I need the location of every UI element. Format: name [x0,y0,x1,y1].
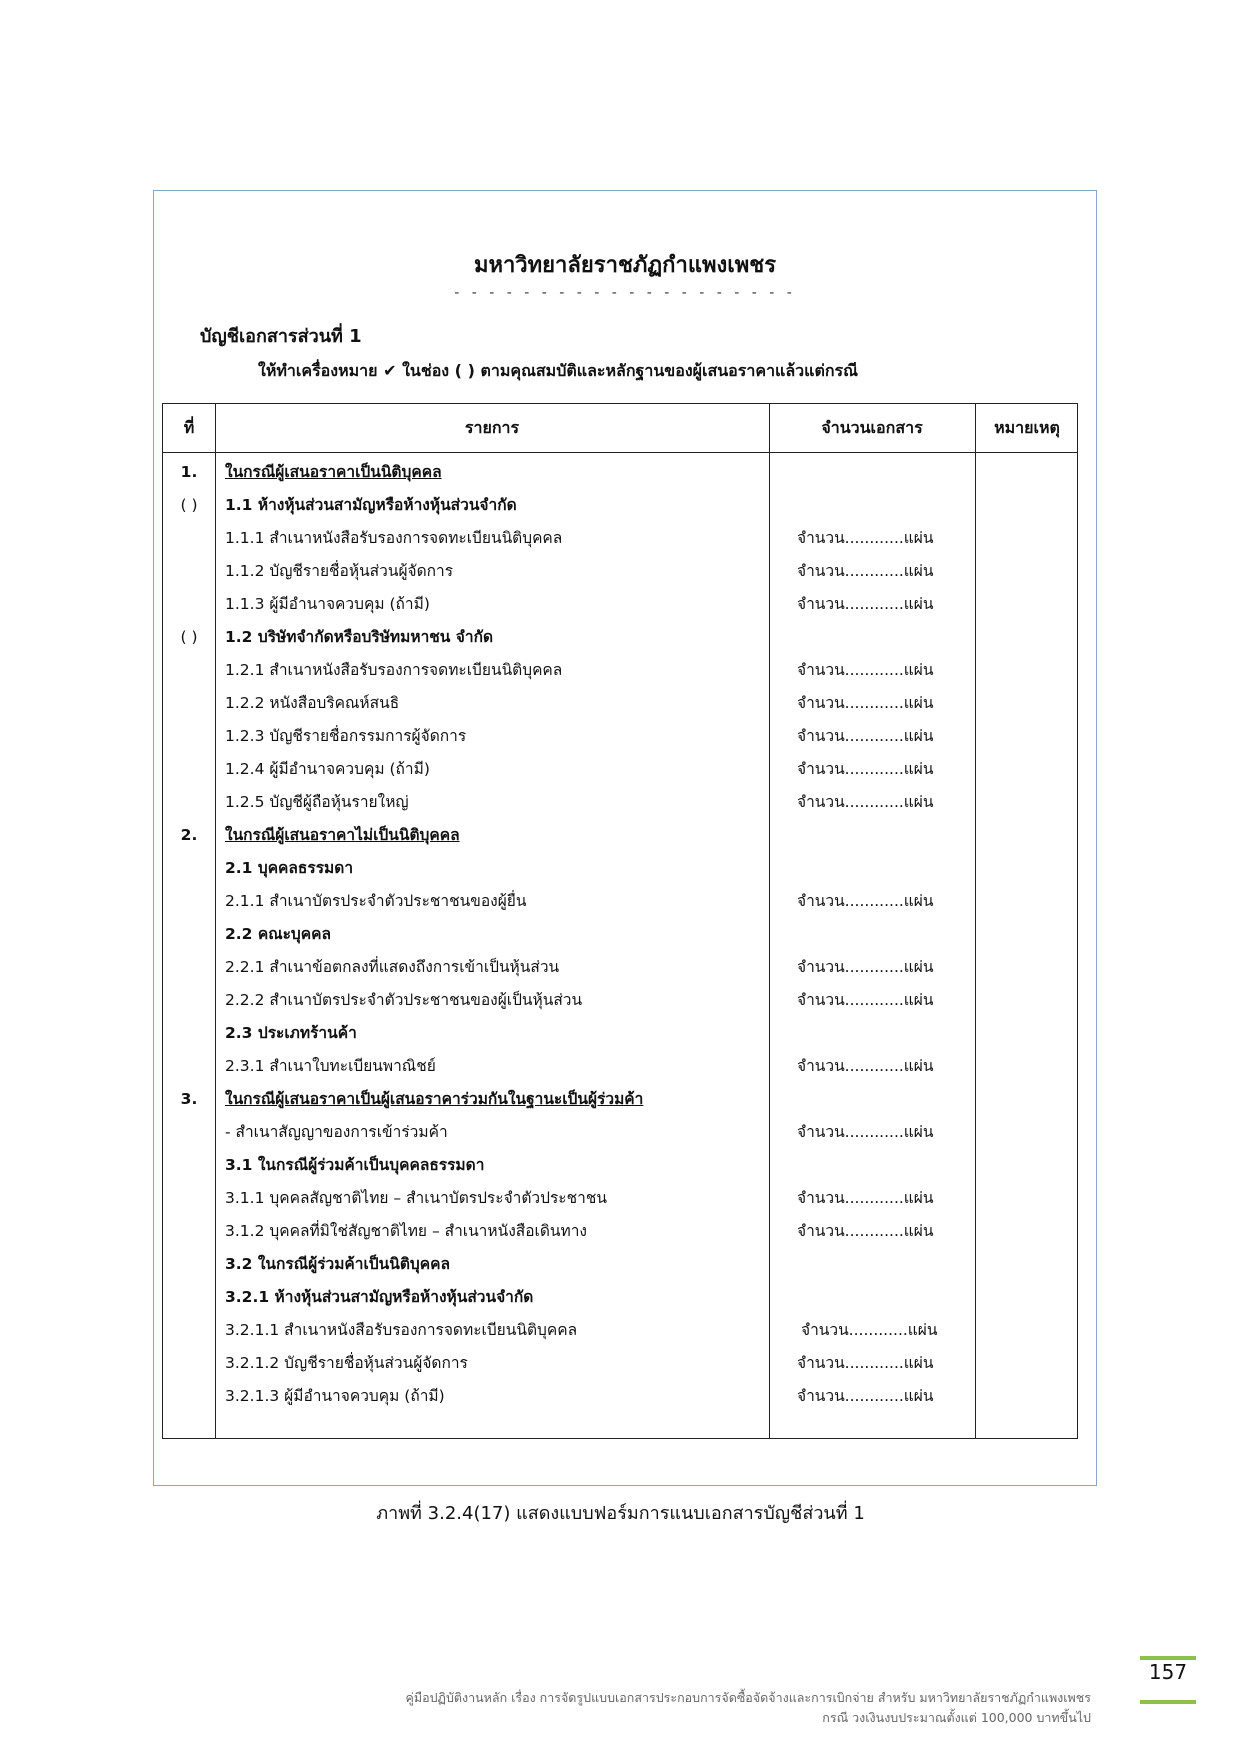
row-item: 3.2.1.2 บัญชีรายชื่อหุ้นส่วนผู้จัดการ [225,1354,468,1372]
row-quantity: จำนวน............แผ่น [797,1189,934,1207]
row-item: ในกรณีผู้เสนอราคาเป็นผู้เสนอราคาร่วมกันในฐานะเป็นผู้ร่วมค้า [225,1090,644,1108]
row-quantity: จำนวน............แผ่น [797,760,934,778]
table-row [163,786,1077,819]
row-item: 1.2 บริษัทจำกัดหรือบริษัทมหาชน จำกัด [225,628,494,646]
row-quantity: จำนวน............แผ่น [797,595,934,613]
table-row [163,687,1077,720]
row-quantity: จำนวน............แผ่น [797,793,934,811]
table-row [163,456,1077,489]
table-row [163,1380,1077,1413]
row-item: 1.2.4 ผู้มีอำนาจควบคุม (ถ้ามี) [225,760,430,778]
row-quantity: จำนวน............แผ่น [797,661,934,679]
table-row [163,654,1077,687]
row-item: 2.1 บุคคลธรรมดา [225,859,354,877]
row-item: 1.2.2 หนังสือบริคณห์สนธิ [225,694,400,712]
page-number-bar-bottom [1140,1700,1196,1704]
row-item: 2.3 ประเภทร้านค้า [225,1024,357,1042]
list-title: บัญชีเอกสารส่วนที่ 1 [200,326,362,347]
row-item: ในกรณีผู้เสนอราคาเป็นนิติบุคคล [225,463,442,481]
row-number: ( ) [180,628,198,646]
table-row [163,1281,1077,1314]
university-title: มหาวิทยาลัยราชภัฏกำแพงเพชร [473,253,777,278]
table-row [163,522,1077,555]
table-row [163,753,1077,786]
table-row [163,1050,1077,1083]
document-frame [153,190,1097,1486]
table-row [163,918,1077,951]
row-item: 2.1.1 สำเนาบัตรประจำตัวประชาชนของผู้ยื่น [225,892,527,910]
row-item: 2.2 คณะบุคคล [225,925,332,943]
page-footer [406,1688,1091,1728]
table-row [163,852,1077,885]
row-item: ในกรณีผู้เสนอราคาไม่เป็นนิติบุคคล [225,826,460,844]
row-quantity: จำนวน............แผ่น [797,1222,934,1240]
row-item: 1.1.1 สำเนาหนังสือรับรองการจดทะเบียนนิติบุคคล [225,529,563,547]
table-row [163,555,1077,588]
row-item: 1.2.1 สำเนาหนังสือรับรองการจดทะเบียนนิติบุคคล [225,661,563,679]
table-row [163,984,1077,1017]
figure-caption: ภาพที่ 3.2.4(17) แสดงแบบฟอร์มการแนบเอกสารบัญชีส่วนที่ 1 [376,1503,865,1524]
row-number: ( ) [180,496,198,514]
table-row [163,1182,1077,1215]
header-no: ที่ [183,418,195,437]
row-item: 3.1.2 บุคคลที่มิใช่สัญชาติไทย – สำเนาหนังสือเดินทาง [225,1222,587,1240]
row-quantity: จำนวน............แผ่น [797,991,934,1009]
footer-line-1: คู่มือปฏิบัติงานหลัก เรื่อง การจัดรูปแบบเอกสารประกอบการจัดซื้อจัดจ้างและการเบิกจ่าย สำหรับ มหาวิทยาลัยราชภัฏกำแพงเพชร [405,1690,1091,1705]
row-quantity: จำนวน............แผ่น [797,1354,934,1372]
row-quantity: จำนวน............แผ่น [797,1057,934,1075]
row-item: - สำเนาสัญญาของการเข้าร่วมค้า [225,1123,448,1141]
row-item: 1.1.2 บัญชีรายชื่อหุ้นส่วนผู้จัดการ [225,562,454,580]
table-row [163,1248,1077,1281]
row-item: 3.1 ในกรณีผู้ร่วมค้าเป็นบุคคลธรรมดา [225,1156,485,1174]
table-row [163,720,1077,753]
row-number: 3. [180,1090,198,1108]
table-row [163,1017,1077,1050]
page-number: 157 [1148,1660,1188,1684]
row-quantity: จำนวน............แผ่น [797,892,934,910]
row-item: 1.2.3 บัญชีรายชื่อกรรมการผู้จัดการ [225,727,467,745]
table-row [163,1215,1077,1248]
table-row [163,1116,1077,1149]
row-item: 3.2.1.3 ผู้มีอำนาจควบคุม (ถ้ามี) [225,1387,445,1405]
row-item: 1.1 ห้างหุ้นส่วนสามัญหรือห้างหุ้นส่วนจำกัด [225,496,517,514]
row-item: 1.2.5 บัญชีผู้ถือหุ้นรายใหญ่ [225,793,409,811]
header-divider [163,452,1077,453]
table-row [163,1347,1077,1380]
row-item: 1.1.3 ผู้มีอำนาจควบคุม (ถ้ามี) [225,595,430,613]
row-item: 3.2.1 ห้างหุ้นส่วนสามัญหรือห้างหุ้นส่วนจำกัด [225,1288,534,1306]
row-number: 1. [180,463,198,481]
table-row [163,489,1077,522]
table-row [163,1314,1077,1347]
row-quantity: จำนวน............แผ่น [797,694,934,712]
row-quantity: จำนวน............แผ่น [797,529,934,547]
header-item: รายการ [464,418,520,437]
title-dashes: - - - - - - - - - - - - - - - - - - - - [454,285,796,301]
row-quantity: จำนวน............แผ่น [797,958,934,976]
row-item: 2.3.1 สำเนาใบทะเบียนพาณิชย์ [225,1057,436,1075]
table-row [163,1149,1077,1182]
header-remark: หมายเหตุ [994,418,1060,437]
footer-line-2: กรณี วงเงินงบประมาณตั้งแต่ 100,000 บาทขึ้นไป [822,1710,1091,1725]
row-quantity: จำนวน............แผ่น [797,1123,934,1141]
row-quantity: จำนวน............แผ่น [797,727,934,745]
table-row [163,621,1077,654]
table-row [163,885,1077,918]
row-quantity: จำนวน............แผ่น [801,1321,938,1339]
table-row [163,1083,1077,1116]
table-row [163,588,1077,621]
row-item: 3.2.1.1 สำเนาหนังสือรับรองการจดทะเบียนนิติบุคคล [225,1321,578,1339]
row-quantity: จำนวน............แผ่น [797,1387,934,1405]
row-number: 2. [180,826,198,844]
row-item: 3.1.1 บุคคลสัญชาติไทย – สำเนาบัตรประจำตัวประชาชน [225,1189,607,1207]
instruction-text: ให้ทำเครื่องหมาย ✔ ในช่อง ( ) ตามคุณสมบัติและหลักฐานของผู้เสนอราคาแล้วแต่กรณี [258,361,858,380]
row-item: 3.2 ในกรณีผู้ร่วมค้าเป็นนิติบุคคล [225,1255,450,1273]
table-row [163,951,1077,984]
table-row [163,819,1077,852]
document-table [162,403,1078,1439]
row-item: 2.2.2 สำเนาบัตรประจำตัวประชาชนของผู้เป็นหุ้นส่วน [225,991,583,1009]
row-item: 2.2.1 สำเนาข้อตกลงที่แสดงถึงการเข้าเป็นหุ้นส่วน [225,958,560,976]
header-quantity: จำนวนเอกสาร [821,418,923,437]
row-quantity: จำนวน............แผ่น [797,562,934,580]
